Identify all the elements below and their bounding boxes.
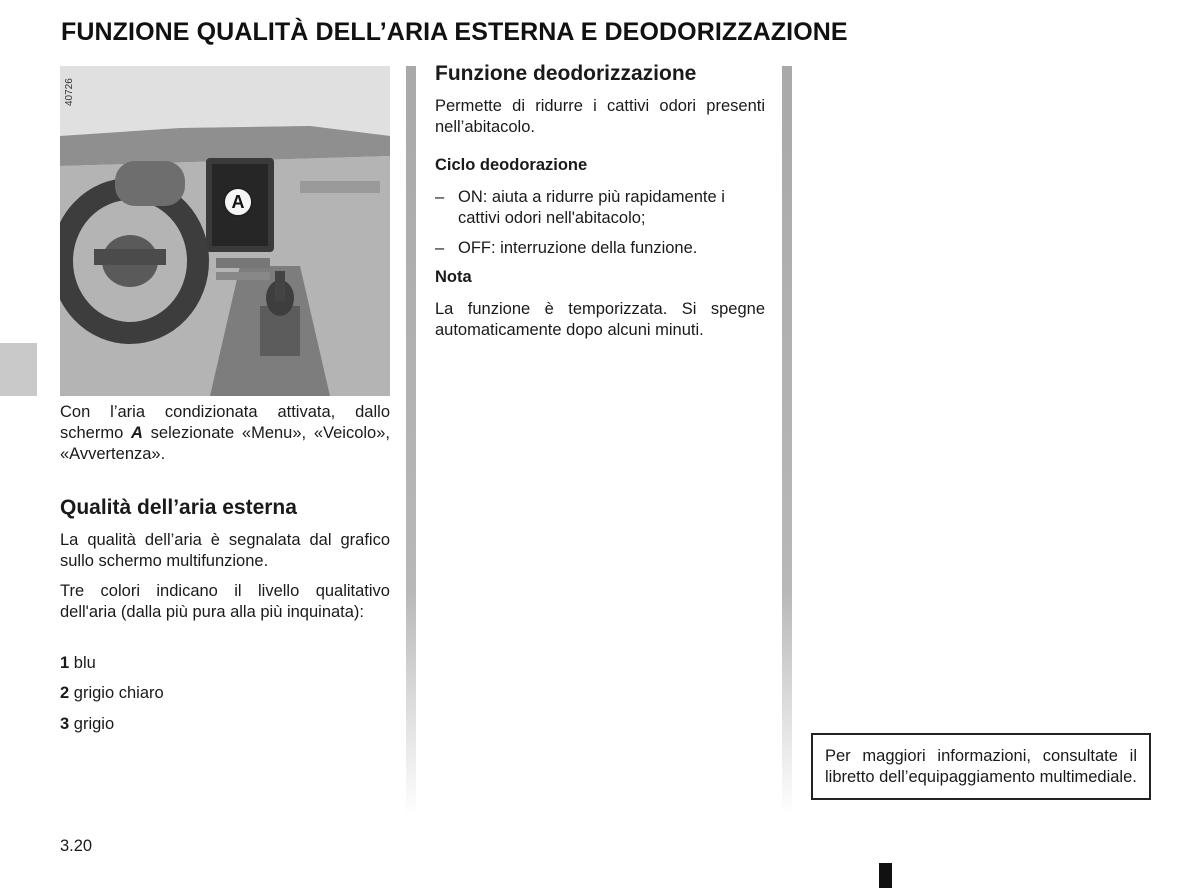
- page-edge-marker: [879, 863, 892, 888]
- column-divider-right: [782, 66, 792, 816]
- column-divider-left: [406, 66, 416, 816]
- screen-a-reference: A: [131, 424, 143, 442]
- color-level-item: 2 grigio chiaro: [60, 684, 164, 702]
- option-item-off: – OFF: interruzione della funzione.: [435, 239, 698, 257]
- option-item-on: – ON: aiuta a ridurre più rapidamente i cattivi odori nell'abitacolo;: [435, 188, 725, 227]
- note-text: La funzione è temporizzata. Si spegne automaticamente dopo alcuni minuti.: [435, 300, 765, 339]
- figure-reference-number: 40726: [64, 78, 75, 106]
- air-quality-paragraph-1: La qualità dell’aria è segnalata dal grafico sullo schermo multifunzione.: [60, 531, 390, 570]
- color-level-item: 1 blu: [60, 654, 96, 672]
- section-heading-air-quality: Qualità dell’aria esterna: [60, 496, 297, 519]
- page-title: FUNZIONE QUALITÀ DELL’ARIA ESTERNA E DEODORIZZAZIONE: [61, 18, 848, 46]
- info-box-text: Per maggiori informazioni, consultate il libretto dell’equipaggiamento multimediale.: [825, 747, 1137, 786]
- cycle-heading: Ciclo deodorazione: [435, 156, 588, 174]
- section-heading-deodorization: Funzione deodorizzazione: [435, 62, 697, 85]
- dashboard-illustration: [60, 66, 390, 396]
- info-box: [811, 733, 1151, 800]
- page-number: 3.20: [60, 837, 93, 855]
- callout-a-marker: A: [223, 187, 253, 217]
- figure-caption: Con l’aria condizionata attivata, dallo schermo A selezionate «Menu», «Veicolo», «Avvertenza».: [60, 403, 390, 463]
- note-heading: Nota: [435, 268, 472, 286]
- color-level-item: 3 grigio: [60, 715, 115, 733]
- car-interior-drawing: [60, 66, 390, 396]
- chapter-tab: [0, 343, 37, 396]
- deodorization-intro: Permette di ridurre i cattivi odori presenti nell’abitacolo.: [435, 97, 765, 136]
- air-quality-paragraph-2: Tre colori indicano il livello qualitativo dell'aria (dalla più pura alla più inquinata):: [60, 582, 390, 621]
